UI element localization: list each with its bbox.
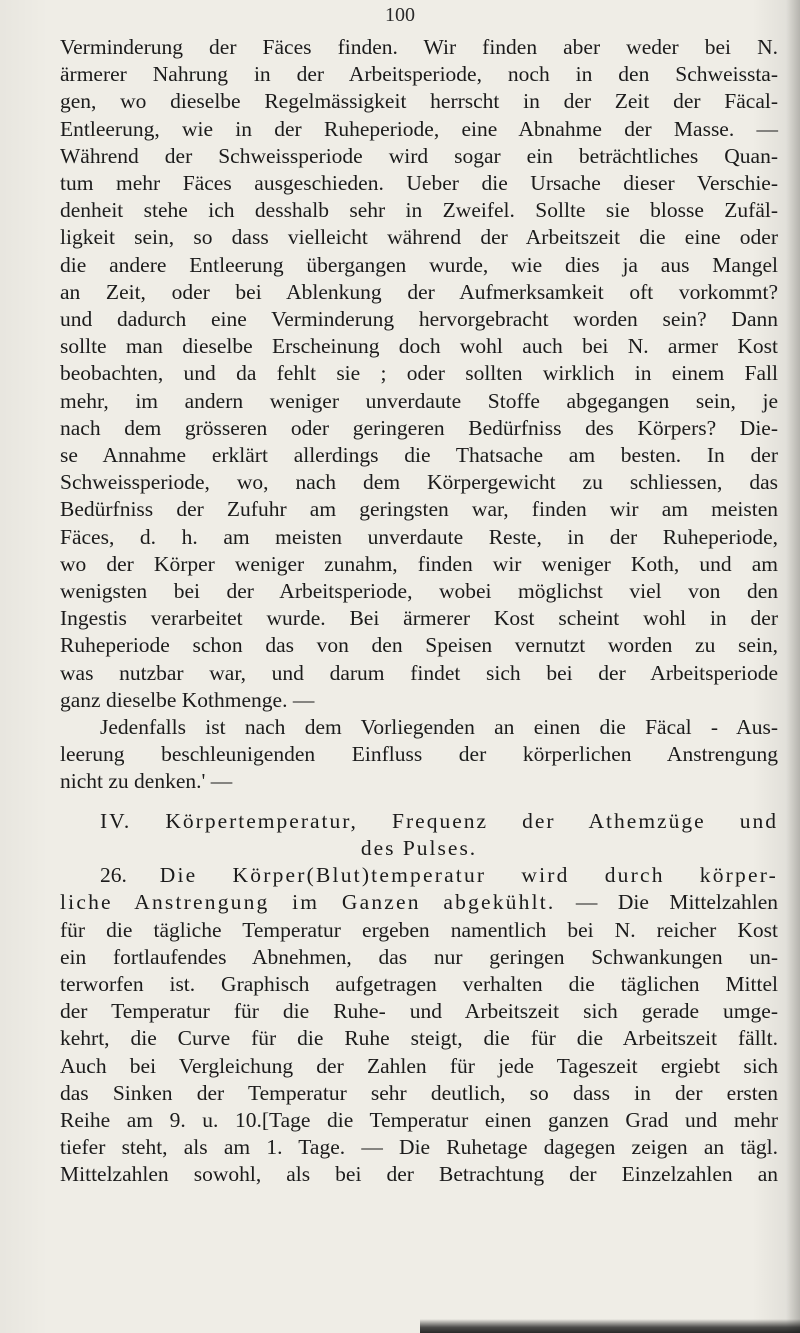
text-line: wenigsten bei der Arbeitsperiode, wobei möglichst viel von den <box>60 579 778 604</box>
text-line: Verminderung der Fäces finden. Wir finden aber weder bei N. <box>60 35 778 59</box>
text-line: kehrt, die Curve für die Ruhe steigt, die für die Arbeitszeit fällt. <box>60 1026 778 1051</box>
text-line: Fäces, d. h. am meisten unverdaute Reste, in der Ruheperiode, <box>60 524 778 549</box>
paragraph-2 <box>60 714 778 796</box>
section-spacer <box>60 796 778 808</box>
text-line: das Sinken der Temperatur sehr deutlich, so dass in der ersten <box>60 1080 778 1105</box>
text-line: der Temperatur für die Ruhe- und Arbeitszeit sich gerade umge- <box>60 999 778 1024</box>
text-line: Schweissperiode, wo, nach dem Körpergewicht zu schliessen, das <box>60 470 778 495</box>
paragraph-26-lead <box>60 862 778 889</box>
text-line: Bedürfniss der Zufuhr am geringsten war, finden wir am meisten <box>60 497 778 522</box>
text-line: denheit stehe ich desshalb sehr in Zweifel. Sollte sie blosse Zufäl- <box>60 198 778 223</box>
text-line: Während der Schweissperiode wird sogar ein beträchtliches Quan- <box>60 143 778 168</box>
bottom-edge-shadow <box>420 1319 800 1333</box>
text-line: was nutzbar war, und darum findet sich bei der Arbeitsperiode <box>60 660 778 685</box>
text-line: Auch bei Vergleichung der Zahlen für jede Tageszeit ergiebt sich <box>60 1053 778 1078</box>
section-heading <box>60 808 778 862</box>
text-line: Mittelzahlen sowohl, als bei der Betrachtung der Einzelzahlen an <box>60 1162 778 1187</box>
page-edge-shadow <box>786 0 800 1333</box>
text-line: beobachten, und da fehlt sie ; oder sollten wirklich in einem Fall <box>60 361 778 386</box>
text-line: Ingestis verarbeitet wurde. Bei ärmerer Kost scheint wohl in der <box>60 606 778 631</box>
text-line: Entleerung, wie in der Ruheperiode, eine Abnahme der Masse. — <box>60 116 778 141</box>
text-line: leerung beschleunigenden Einfluss der körperlichen Anstrengung <box>60 742 778 767</box>
text-line: tiefer steht, als am 1. Tage. — Die Ruhetage dagegen zeigen an tägl. <box>60 1135 778 1160</box>
text-line: ärmerer Nahrung in der Arbeitsperiode, noch in den Schweissta- <box>60 62 778 87</box>
body-text <box>60 34 778 1189</box>
section-heading-line-2: des Pulses. <box>360 835 478 860</box>
section-heading-line-1: IV. Körpertemperatur, Frequenz der Athemzüge und <box>100 808 778 833</box>
text-line: ein fortlaufendes Abnehmen, das nur geringen Schwankungen un- <box>60 944 778 969</box>
paragraph-1 <box>60 34 778 714</box>
text-line: an Zeit, oder bei Ablenkung der Aufmerksamkeit oft vorkommt? <box>60 279 778 304</box>
text-line: mehr, im andern weniger unverdaute Stoffe abgegangen sein, je <box>60 388 778 413</box>
text-line: Jedenfalls ist nach dem Vorliegenden an einen die Fäcal - Aus- <box>100 715 778 740</box>
text-line: sollte man dieselbe Erscheinung doch wohl auch bei N. armer Kost <box>60 334 778 359</box>
emphasized-lead-continued: liche Anstrengung im Ganzen abgekühlt. <box>60 890 556 915</box>
paragraph-26 <box>60 862 778 1188</box>
text-line: terworfen ist. Graphisch aufgetragen verhalten die täglichen Mittel <box>60 971 778 996</box>
text-line: Ruheperiode schon das von den Speisen vernutzt worden zu sein, <box>60 633 778 658</box>
text-line: se Annahme erklärt allerdings die Thatsache am besten. In der <box>60 443 778 468</box>
text-line: wo der Körper weniger zunahm, finden wir weniger Koth, und am <box>60 551 778 576</box>
text-line: tum mehr Fäces ausgeschieden. Ueber die Ursache dieser Verschie- <box>60 171 778 196</box>
text-line: nach dem grösseren oder geringeren Bedürfniss des Körpers? Die- <box>60 415 778 440</box>
emphasized-lead: Die Körper(Blut)temperatur wird durch körper- <box>159 863 779 888</box>
text-line: und dadurch eine Verminderung hervorgebracht worden sein? Dann <box>60 307 778 332</box>
text-line: Reihe am 9. u. 10.[Tage die Temperatur einen ganzen Grad und mehr <box>60 1107 778 1132</box>
text-fragment: — Die Mittelzahlen <box>555 890 778 915</box>
text-line: die andere Entleerung übergangen wurde, wie dies ja aus Mangel <box>60 252 778 277</box>
text-line: für die tägliche Temperatur ergeben namentlich bei N. reicher Kost <box>60 917 778 942</box>
paragraph-26-line-2 <box>60 889 778 916</box>
text-line: nicht zu denken.' — <box>60 769 233 794</box>
page-number: 100 <box>385 4 415 26</box>
text-line: ganz dieselbe Kothmenge. — <box>60 687 315 712</box>
text-line: ligkeit sein, so dass vielleicht während der Arbeitszeit die eine oder <box>60 225 778 250</box>
text-line: gen, wo dieselbe Regelmässigkeit herrscht in der Zeit der Fäcal- <box>60 89 778 114</box>
paragraph-number: 26. <box>100 863 127 888</box>
